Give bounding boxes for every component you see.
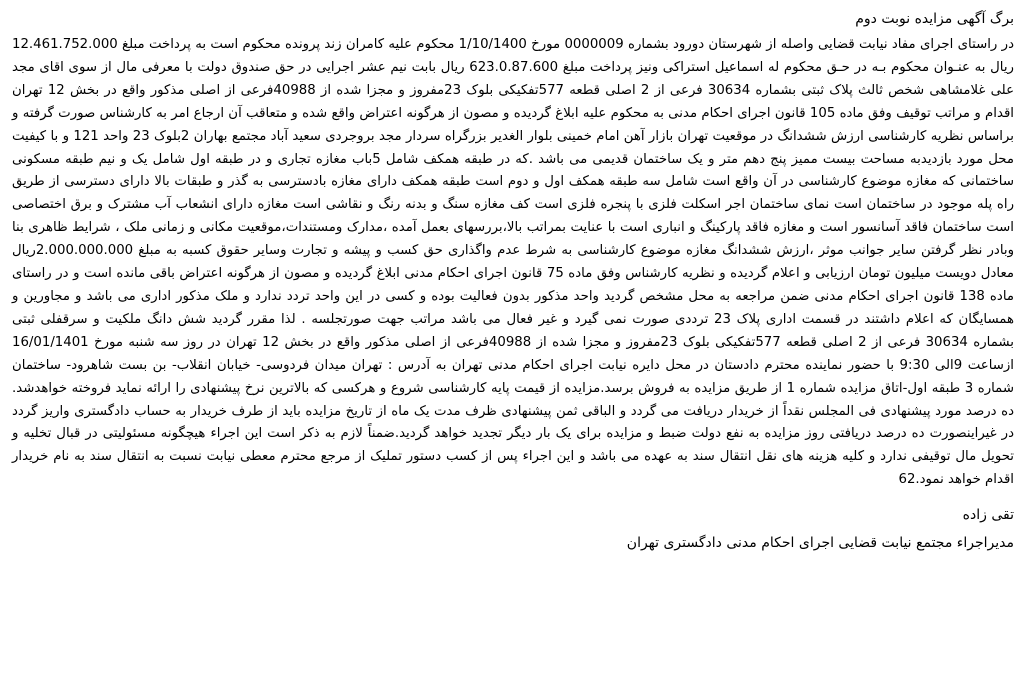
signatory-name: تقی زاده: [962, 507, 1014, 524]
notice-title: برگ آگهی مزایده نوبت دوم: [855, 11, 1014, 27]
notice-body: در راستای اجرای مفاد نیابت قضایی واصله از شهرستان دورود بشماره 0000009 مورخ 1/10/1400 محکوم علیه کامران زند پرونده محکوم است به پرداخت مبلغ 12.461.752.000 ریال به عنـوان محکوم بـه در حـق محکوم له اسماعیل استراکی ونیز پرداخت مبلغ 623.0.87.600 ریال بابت نیم عشر اجرایی در حق صندوق دولت با معرفی مال از سوی اقای مجد علی غلامشاهی شخص ثالث پلاک ثبتی بشماره 30634 فرعی از 2 اصلی قطعه 577تفکیکی بلوک 23مفروز و مجزا شده از 40988فرعی از اصلی مذکور واقع در بخش 12 تهران اقدام و مراتب توقیف وفق ماده 105 قانون اجرای احکام مدنی به محکوم علیه ابلاغ گردیده و مصون از هرگونه اعتراض واقع شده و متعاقب آن ارجاع امر به کارشناس صورت گرفته و براساس نظریه کارشناسی ارزش ششدانگ در موقعیت تهران بازار آهن امام خمینی بلوار الغدیر بزرگراه سردار مجد بروجردی سعید آباد مجتمع بهاران 2بلوک 23 واحد 121 و با کیفیت محل مورد بازدیدبه مساحت بیست ممیز پنج دهم متر و یک ساختمان قدیمی می باشد .که در طبقه همکف شامل 5باب مغازه تجاری و در طبقه اول شامل یک و نیم طبقه مسکونی ساختمانی که مغازه موضوع کارشناسی در آن واقع است شامل سه طبقه همکف اول و دوم است طبقه همکف دارای مغازه بادسترسی به گذر و طبقات بالا دارای دسترسی از طریق راه پله موجود در ساختمان است نمای ساختمان اجر اسکلت فلزی با پنجره فلزی است کف مغازه سنگ و بدنه رنگ و نقاشی است مغازه دارای انشعاب آب مشترک و برق اختصاصی است ساختمان فاقد آسانسور است و مغازه فاقد پارکینگ و انباری است با عنایت بمراتب بالا،بررسهای بعمل آمده ،مدارک ومستندات،موقعیت مکانی و زمانی ملک ، شرایط ظاهری بنا وبادر نظر گرفتن سایر جوانب موثر ،ارزش ششدانگ مغازه موضوع کارشناسی به شرط عدم واگذاری حق کسب و پیشه و تجارت وسایر حقوق کسبه به مبلغ 2.000.000.000ریال معادل دویست میلیون تومان ارزیابی و اعلام گردیده و نظریه کارشناس وفق ماده 75 قانون اجرای احکام مدنی ابلاغ گردیده و مصون از هرگونه اعتراض باقی مانده است و در راستای ماده 138 قانون اجرای احکام مدنی ضمن مراجعه به محل مشخص گردید واحد مذکور بدون فعالیت بوده و کسی در این واحد تردد ندارد و ملک مذکور اداری می باشد و مجاورین و همسایگان که اعلام داشتند در قسمت اداری پلاک 23 ترددی صورت نمی گیرد و غیر فعال می باشد مراتب جهت صورتجلسه . لذا مقرر گردید شش دانگ ملکیت و سرقفلی ثبتی بشماره 30634 فرعی از 2 اصلی قطعه 577تفکیکی بلوک 23مفروز و مجزا شده از 40988فرعی از اصلی مذکور واقع در بخش 12 تهران در روز سه شنبه مورخ 16/01/1401 ازساعت 9الی 9:30 با حضور نماینده محترم دادستان در محل دایره نیابت اجرای احکام مدنی تهران به آدرس : تهران میدان فردوسی- خیابان انقلاب- بن بست شاهرود- ساختمان شماره 3 طبقه اول-اتاق مزایده شماره 1 از طریق مزایده به فروش برسد.مزایده از قیمت پایه کارشناسی شروع و هرکسی که بالاترین نرخ پیشنهادی را ارائه نماید فروخته خواهدشد. ده درصد مورد پیشنهادی فی المجلس نقداً از خریدار دریافت می گردد و الباقی ثمن پیشنهادی ظرف مدت یک ماه از تاریخ مزایده باید از طرف خریدار به حساب دادگستری واریز گردد در غیراینصورت ده درصد دریافتی روز مزایده به نفع دولت ضبط و مزایده برای یک بار دیگر تجدید خواهد گردید.ضمناً لازم به ذکر است این اجراء هیچگونه مسئولیتی در قبال تخلیه و تحویل مال توقیفی ندارد و کلیه هزینه های نقل انتقال سند به عهده می باشد و این اجراء پس از کسب دستور تملیک از مرجع محترم معطی نیابت نسبت به انتقال سند به نام خریدار اقدام خواهد نمود.62: [12, 37, 1015, 488]
signatory-title: مدیراجراء مجتمع نیابت قضایی اجرای احکام مدنی دادگستری تهران: [626, 535, 1014, 552]
